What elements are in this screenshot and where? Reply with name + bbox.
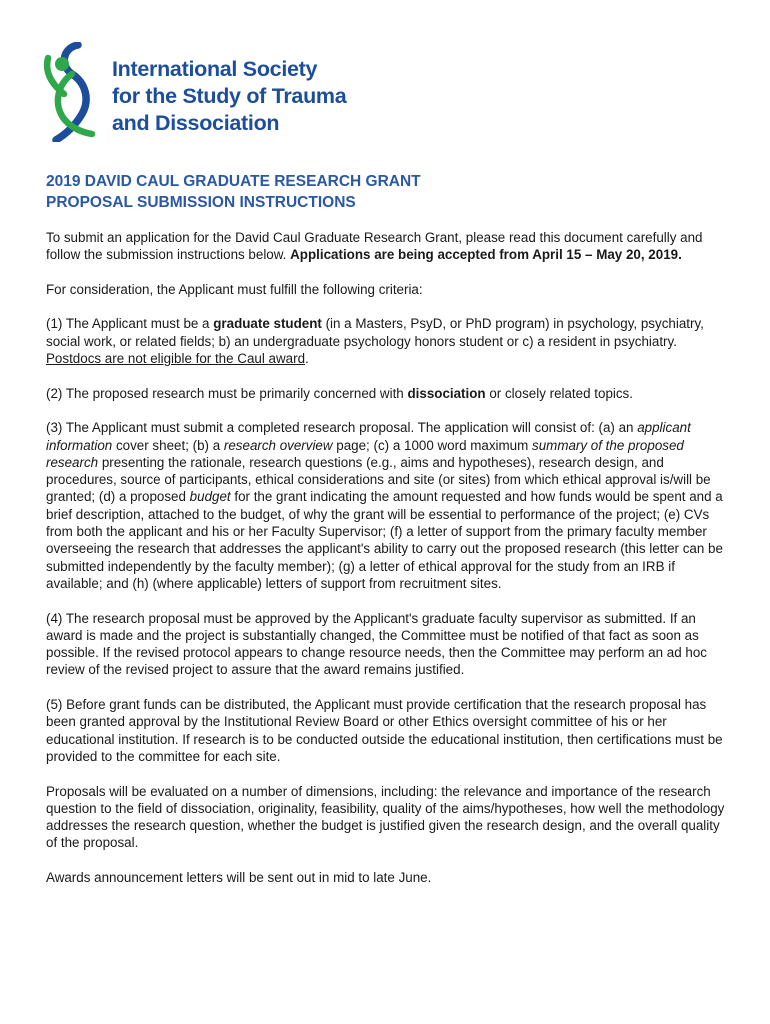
criterion-3-text-a: (3) The Applicant must submit a completed research proposal. The application will consist of: (a) an xyxy=(46,420,638,436)
criterion-3-text-c: page; (c) a 1000 word maximum xyxy=(332,437,533,453)
criterion-3 xyxy=(46,419,728,592)
criterion-3-italic-4: budget xyxy=(189,489,231,505)
isstd-logo-mark-icon xyxy=(42,42,104,142)
criterion-3-italic-1: applicant information xyxy=(46,420,691,453)
logo-wordmark xyxy=(112,56,346,137)
criterion-3-italic-2: research overview xyxy=(223,437,333,453)
criterion-1-text-b: (in a Masters, PsyD, or PhD program) in psychology, psychiatry, social work, or related fields; b) an undergraduate psychology honors student or c) a resident in psychiatry. xyxy=(46,316,704,349)
evaluation-paragraph: Proposals will be evaluated on a number of dimensions, including: the relevance and importance of the research question to the field of dissociation, originality, feasibility, quality of the aims/hypotheses, how well the methodology addresses the research question, whether the budget is justified given the research design, and the overall quality of the proposal. xyxy=(46,783,725,851)
criterion-5: (5) Before grant funds can be distributed, the Applicant must provide certification that the research proposal has been granted approval by the Institutional Review Board or other Ethics oversight committee of his or her educational institution. If research is to be conducted outside the educational institution, then certifications must be provided to the committee for each site. xyxy=(46,697,723,764)
document-body xyxy=(46,229,728,904)
criterion-1-text-a: (1) The Applicant must be a xyxy=(46,316,214,332)
logo-line-3: and Dissociation xyxy=(112,111,280,135)
title-line-1: 2019 DAVID CAUL GRADUATE RESEARCH GRANT xyxy=(46,173,421,190)
criterion-2-text-b: or closely related topics. xyxy=(485,385,633,401)
criterion-3-text-b: cover sheet; (b) a xyxy=(112,437,224,453)
announcement-paragraph: Awards announcement letters will be sent out in mid to late June. xyxy=(46,869,432,885)
criterion-3-italic-3: summary of the proposed research xyxy=(46,437,684,470)
application-dates: Applications are being accepted from April 15 – May 20, 2019. xyxy=(290,247,682,263)
isstd-logo xyxy=(42,42,372,142)
criterion-2 xyxy=(46,385,728,402)
logo-line-2: for the Study of Trauma xyxy=(112,84,347,108)
logo-line-1: International Society xyxy=(112,57,318,81)
criterion-1-period: . xyxy=(305,351,309,367)
criterion-1 xyxy=(46,315,728,367)
title-line-2: PROPOSAL SUBMISSION INSTRUCTIONS xyxy=(46,194,356,211)
criterion-2-bold: dissociation xyxy=(407,385,486,401)
criterion-4: (4) The research proposal must be approved by the Applicant's graduate faculty supervisor as submitted. If an award is made and the project is substantially changed, the Committee must be notified of that fact as soon as possible. If the revised protocol appears to change resource needs, then the Committee may perform an ad hoc review of the revised project to assure that the award remains justified. xyxy=(46,610,707,678)
intro-paragraph xyxy=(46,229,728,264)
criterion-3-text-d: presenting the rationale, research questions (e.g., aims and hypotheses), research design, and procedures, source of participants, ethical considerations and site (or sites) from which ethical approval is/will be granted; (d) a proposed xyxy=(46,454,711,505)
document-title xyxy=(46,171,736,213)
postdoc-note: Postdocs are not eligible for the Caul award xyxy=(46,351,306,367)
intro-text: To submit an application for the David Caul Graduate Research Grant, please read this document carefully and follow the submission instructions below. xyxy=(46,230,703,263)
criterion-3-text-e: for the grant indicating the amount requested and how funds would be spent and a brief description, attached to the budget, of why the grant will be essential to performance of the project; (e) CVs from both the applicant and his or her Faculty Supervisor; (f) a letter of support from the primary faculty member overseeing the research that addresses the applicant's ability to carry out the proposed research (this letter can be submitted independently by the faculty member); (g) a letter of ethical approval for the study from an IRB if available; and (h) (where applicable) letters of support from recruitment sites. xyxy=(46,489,723,591)
criteria-intro: For consideration, the Applicant must fulfill the following criteria: xyxy=(46,281,423,297)
criterion-1-bold: graduate student xyxy=(213,316,322,332)
criterion-2-text-a: (2) The proposed research must be primarily concerned with xyxy=(46,385,408,401)
